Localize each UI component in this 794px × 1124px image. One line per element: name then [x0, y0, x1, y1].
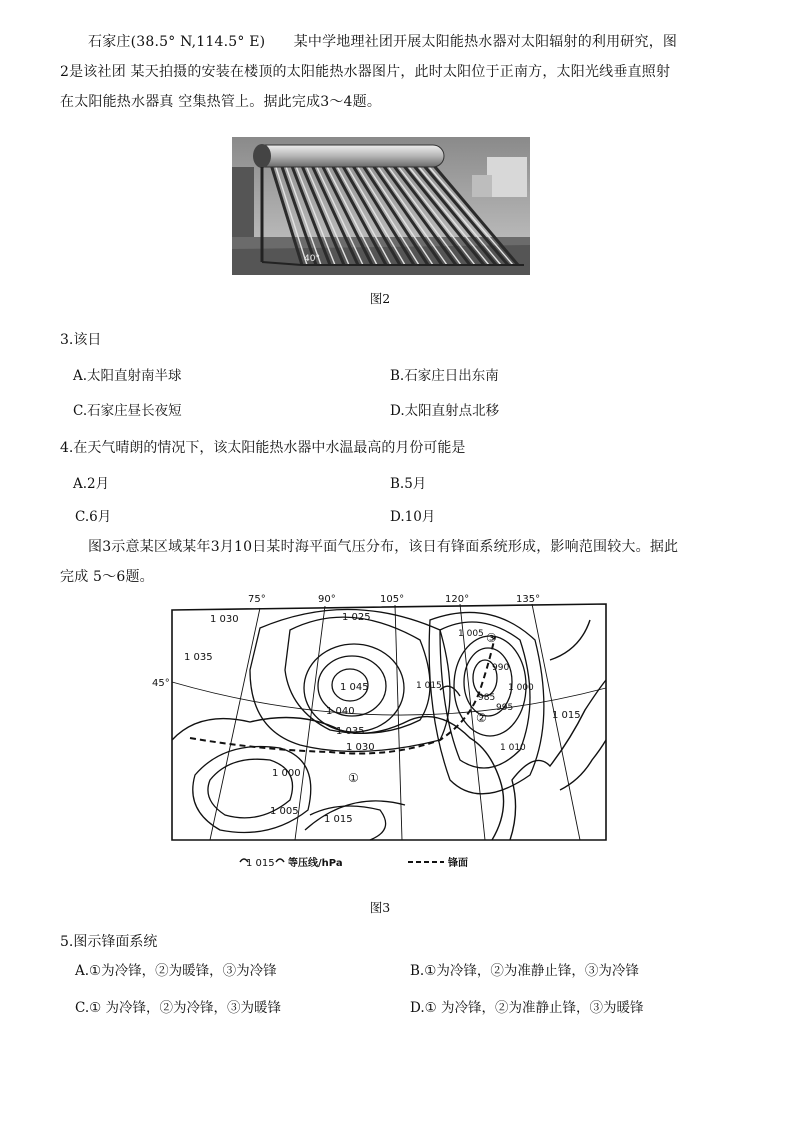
isobar-label: 1 025	[342, 612, 371, 623]
lon-label-120: 120°	[445, 594, 470, 605]
isobar-label: 1 000	[508, 683, 534, 693]
intro-paragraph-2	[60, 532, 740, 592]
q3-option-d[interactable]: D.太阳直射点北移	[390, 403, 500, 419]
figure-2-caption: 图2	[369, 291, 391, 306]
q4-option-c[interactable]: C.6月	[75, 509, 112, 525]
legend-isobar-text: 等压线/hPa	[288, 858, 343, 869]
isobar-label: 1 015	[416, 681, 442, 691]
map-legend	[240, 856, 468, 869]
intro-paragraph-1	[60, 27, 740, 117]
isobar-label: 990	[492, 663, 510, 673]
question-3-stem: 3.该日	[60, 332, 102, 348]
q5-option-a[interactable]: A.①为冷锋，②为暖锋，③为冷锋	[75, 963, 277, 979]
isobar-label: 1 040	[326, 706, 355, 717]
lat-label-45: 45°	[152, 678, 170, 689]
front-marker-2: ②	[476, 711, 487, 725]
isobar-label: 1 030	[346, 742, 375, 753]
figure-3-caption: 图3	[369, 900, 391, 915]
isobar-label: 1 035	[184, 652, 213, 663]
front-marker-1: ①	[348, 771, 359, 785]
tilt-angle-label: 40°	[304, 254, 320, 264]
intro-line-3: 在太阳能热水器真 空集热管上。据此完成3～4题。	[60, 94, 382, 110]
isobar-label: 1 000	[272, 768, 301, 779]
q3-option-b[interactable]: B.石家庄日出东南	[390, 368, 499, 384]
q4-option-d[interactable]: D.10月	[390, 509, 436, 525]
intro-line-1: 石家庄(38.5° N,114.5° E) 某中学地理社团开展太阳能热水器对太阳辐射的利用研究，图	[88, 34, 678, 50]
q4-option-a[interactable]: A.2月	[73, 476, 110, 492]
isobar-label: 1 030	[210, 614, 239, 625]
lon-label-90: 90°	[318, 594, 336, 605]
lon-label-75: 75°	[248, 594, 266, 605]
intro2-line-2: 完成 5～6题。	[60, 569, 154, 585]
front-marker-3: ③	[486, 631, 497, 645]
isobar-label: 1 015	[324, 814, 353, 825]
isobar-label: 985	[478, 693, 496, 703]
isobar-map	[140, 590, 620, 875]
lon-label-135: 135°	[516, 594, 541, 605]
q3-option-c[interactable]: C.石家庄昼长夜短	[73, 403, 182, 419]
intro2-line-1: 图3示意某区域某年3月10日某时海平面气压分布，该日有锋面系统形成，影响范围较大。据此	[88, 539, 679, 555]
legend-isobar-value: 1 015	[246, 858, 275, 869]
q5-option-b[interactable]: B.①为冷锋，②为准静止锋，③为冷锋	[410, 963, 639, 979]
question-4-stem: 4.在天气晴朗的情况下，该太阳能热水器中水温最高的月份可能是	[60, 440, 466, 456]
legend-front-text: 锋面	[448, 858, 468, 869]
q5-option-c[interactable]: C.① 为冷锋，②为冷锋，③为暖锋	[75, 1000, 282, 1016]
solar-heater-photo	[232, 137, 530, 275]
isobar-label: 1 005	[270, 806, 299, 817]
lon-label-105: 105°	[380, 594, 405, 605]
isobar-label: 1 045	[340, 682, 369, 693]
isobar-label: 1 015	[552, 710, 581, 721]
isobar-label: 995	[496, 703, 514, 713]
q5-option-d[interactable]: D.① 为冷锋，②为准静止锋，③为暖锋	[410, 1000, 644, 1016]
isobar-label: 1 005	[458, 629, 484, 639]
isobar-label: 1 035	[336, 726, 365, 737]
q3-option-a[interactable]: A.太阳直射南半球	[73, 368, 182, 384]
q4-option-b[interactable]: B.5月	[390, 476, 427, 492]
question-5-stem: 5.图示锋面系统	[60, 934, 158, 950]
intro-line-2: 2是该社团 某天拍摄的安装在楼顶的太阳能热水器图片，此时太阳位于正南方，太阳光线垂直照射	[60, 64, 671, 80]
isobar-label: 1 010	[500, 743, 526, 753]
